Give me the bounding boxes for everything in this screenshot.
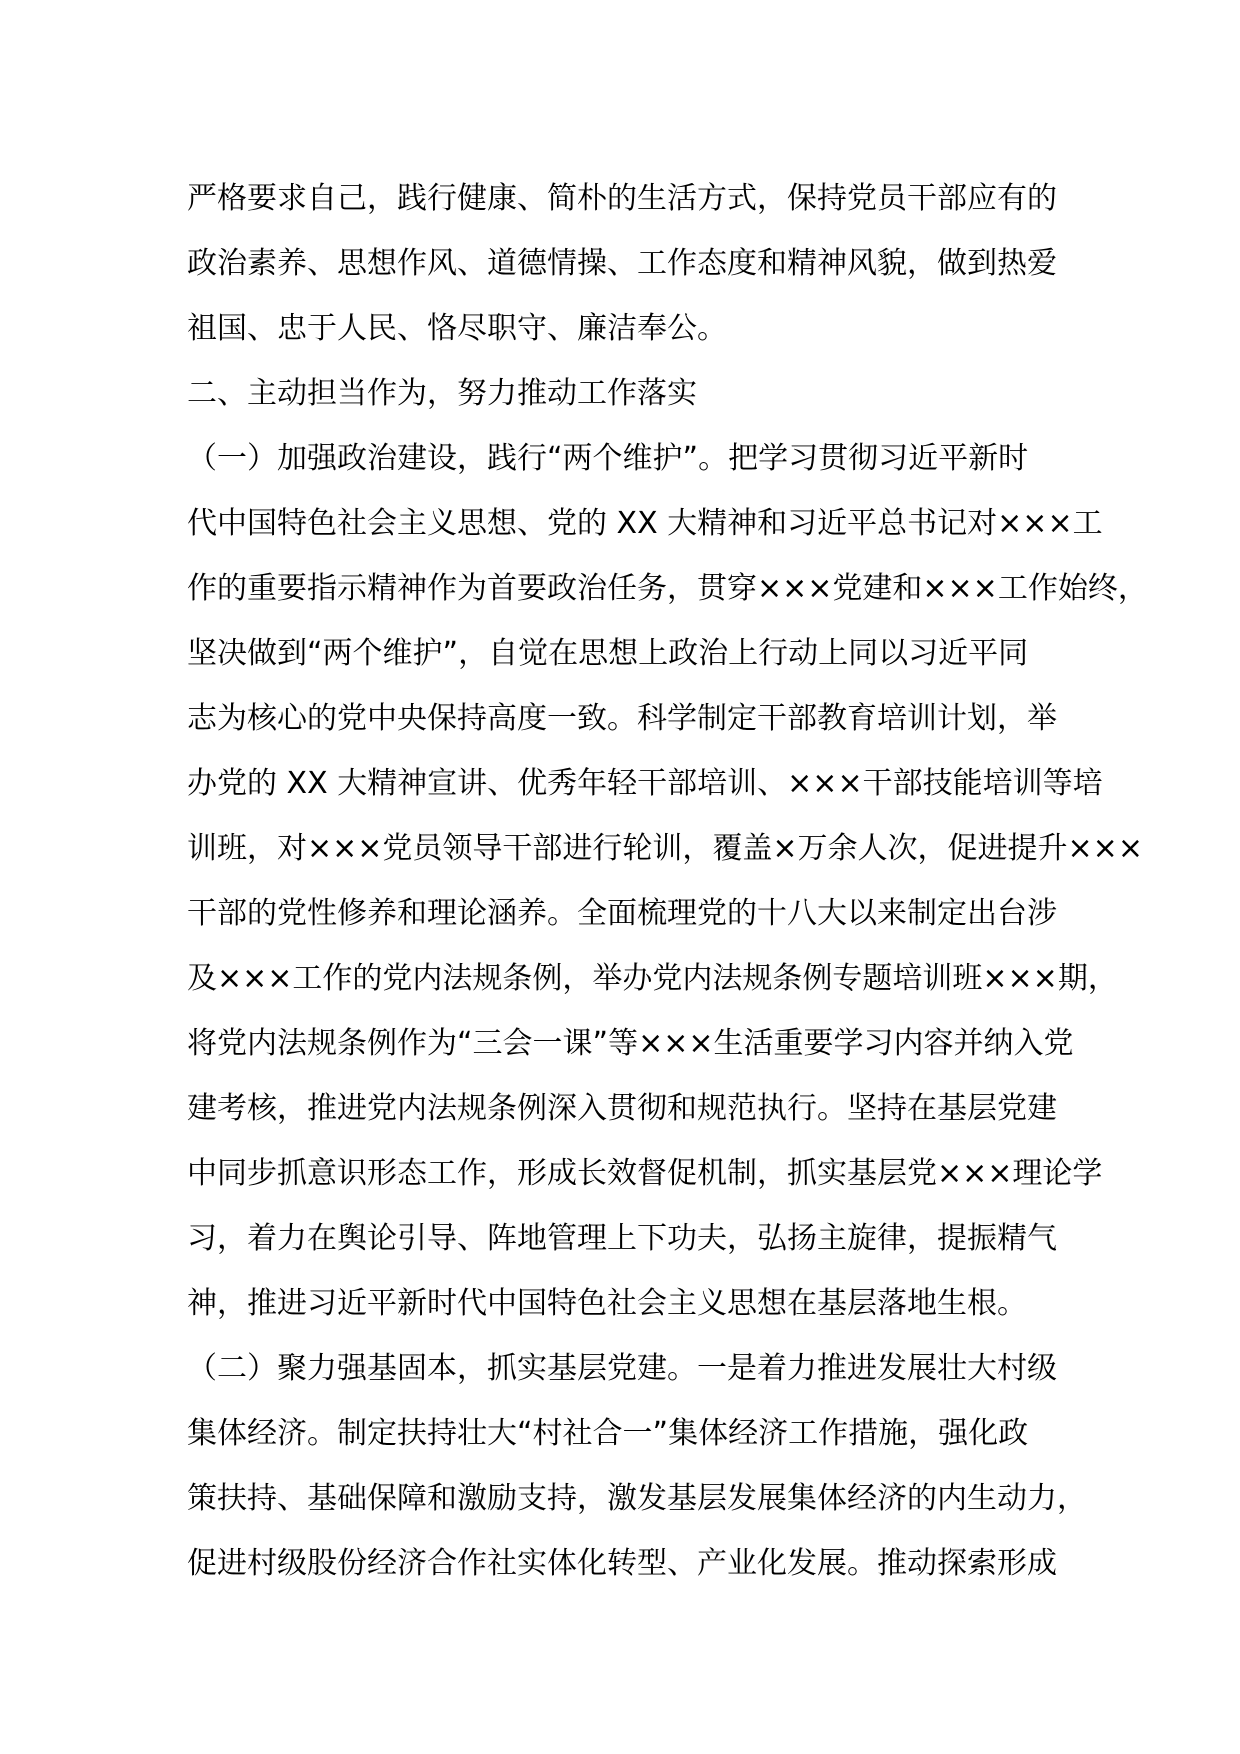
section-heading: 二、主动担当作为，努力推动工作落实 [187, 376, 697, 411]
text-line: 习，着力在舆论引导、阵地管理上下功夫，弘扬主旋律，提振精气 [187, 1221, 1057, 1256]
text-line: 作的重要指示精神作为首要政治任务，贯穿×××党建和×××工作始终， [187, 571, 1148, 606]
text-line: 促进村级股份经济合作社实体化转型、产业化发展。推动探索形成 [187, 1546, 1057, 1581]
text-line: 坚决做到“两个维护”，自觉在思想上政治上行动上同以习近平同 [187, 636, 1029, 671]
text-line: 祖国、忠于人民、恪尽职守、廉洁奉公。 [187, 311, 727, 346]
document-body [187, 166, 1148, 1596]
text-line: 将党内法规条例作为“三会一课”等×××生活重要学习内容并纳入党 [187, 1026, 1074, 1061]
text-line: 及×××工作的党内法规条例，举办党内法规条例专题培训班×××期， [187, 961, 1118, 996]
text-line: （一）加强政治建设，践行“两个维护”。把学习贯彻习近平新时 [187, 441, 1029, 476]
text-line: 中同步抓意识形态工作，形成长效督促机制，抓实基层党×××理论学 [187, 1156, 1103, 1191]
text-line: 集体经济。制定扶持壮大“村社合一”集体经济工作措施，强化政 [187, 1416, 1029, 1451]
text-line: 神，推进习近平新时代中国特色社会主义思想在基层落地生根。 [187, 1286, 1027, 1321]
text-line: 政治素养、思想作风、道德情操、工作态度和精神风貌，做到热爱 [187, 246, 1057, 281]
text-line: 代中国特色社会主义思想、党的 XX 大精神和习近平总书记对×××工 [187, 506, 1103, 541]
text-line: 训班，对×××党员领导干部进行轮训，覆盖×万余人次，促进提升××× [187, 831, 1143, 866]
text-line: 办党的 XX 大精神宣讲、优秀年轻干部培训、×××干部技能培训等培 [187, 766, 1103, 801]
text-line: 策扶持、基础保障和激励支持，激发基层发展集体经济的内生动力， [187, 1481, 1087, 1516]
text-line: （二）聚力强基固本，抓实基层党建。一是着力推进发展壮大村级 [187, 1351, 1057, 1386]
text-line: 建考核，推进党内法规条例深入贯彻和规范执行。坚持在基层党建 [187, 1091, 1057, 1126]
text-line: 严格要求自己，践行健康、简朴的生活方式，保持党员干部应有的 [187, 181, 1057, 216]
text-line: 志为核心的党中央保持高度一致。科学制定干部教育培训计划，举 [187, 701, 1057, 736]
text-line: 干部的党性修养和理论涵养。全面梳理党的十八大以来制定出台涉 [187, 896, 1057, 931]
